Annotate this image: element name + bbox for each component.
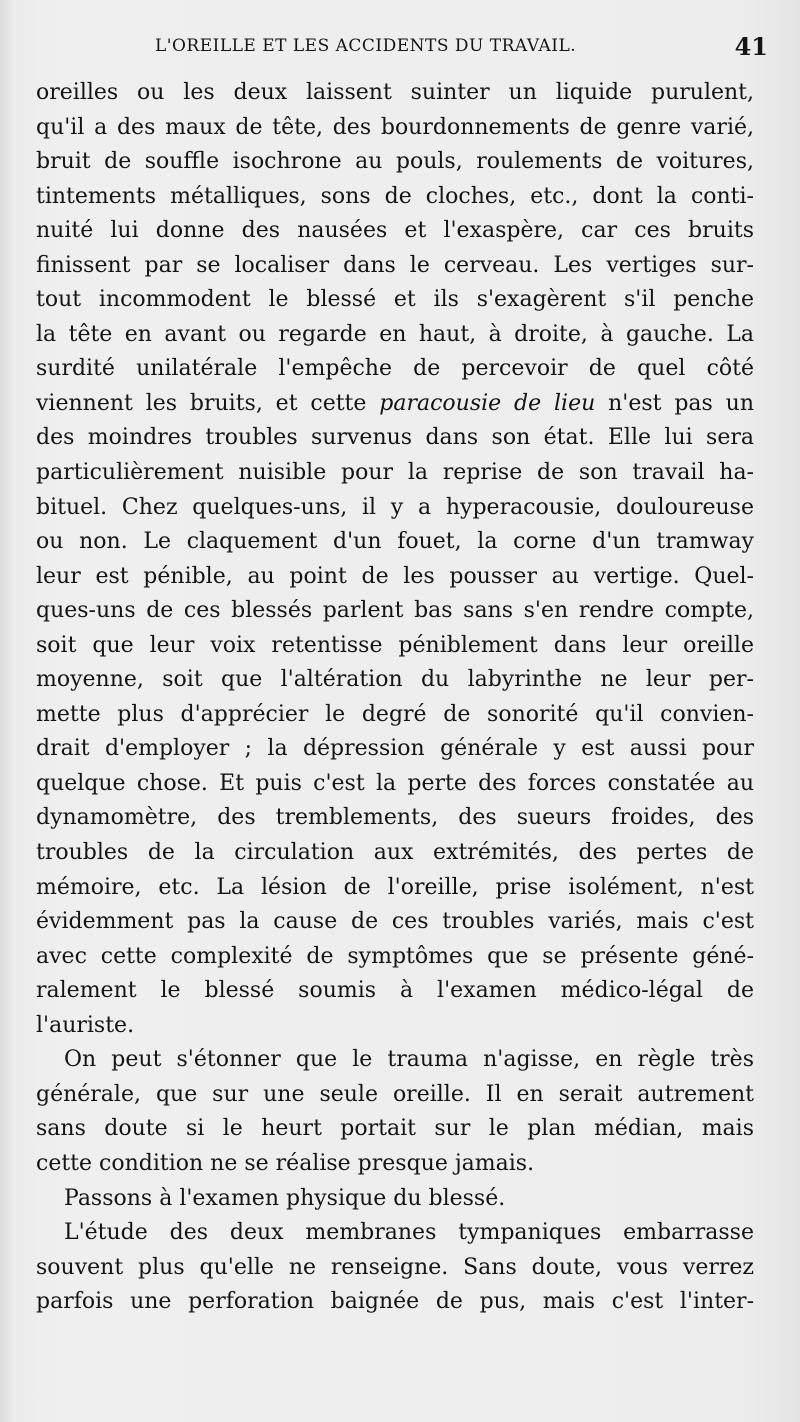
text-line: mémoire, etc. La lésion de l'oreille, prise isolément, n'est — [36, 874, 754, 900]
text-line: bituel. Chez quelques-uns, il y a hyperacousie, douloureuse — [36, 494, 754, 520]
text-line: ou non. Le claquement d'un fouet, la corne d'un tramway — [36, 529, 754, 555]
text-segment: n'est pas un — [595, 390, 755, 416]
text-line: Passons à l'examen physique du blessé. — [64, 1185, 506, 1211]
text-line: mette plus d'apprécier le degré de sonorité qu'il convien- — [36, 701, 754, 727]
paragraph-3 — [36, 1182, 754, 1217]
text-line: sans doute si le heurt portait sur le plan médian, mais — [36, 1116, 754, 1142]
text-line: ralement le blessé soumis à l'examen médico-légal de — [36, 978, 754, 1004]
text-line: cette condition ne se réalise presque jamais. — [36, 1150, 535, 1176]
text-line: finissent par se localiser dans le cerveau. Les vertiges sur- — [36, 252, 754, 278]
paragraph-4 — [36, 1216, 754, 1320]
text-line: On peut s'étonner que le trauma n'agisse, en règle très — [64, 1047, 754, 1073]
text-line: évidemment pas la cause de ces troubles variés, mais c'est — [36, 909, 754, 935]
text-segment: viennent les bruits, et cette — [36, 390, 380, 416]
text-line: quelque chose. Et puis c'est la perte des forces constatée au — [36, 770, 754, 796]
paragraph-1 — [36, 76, 754, 1043]
paragraph-2 — [36, 1043, 754, 1181]
text-line: la tête en avant ou regarde en haut, à droite, à gauche. La — [36, 321, 754, 347]
text-line: générale, que sur une seule oreille. Il en serait autrement — [36, 1081, 754, 1107]
running-title: L'OREILLE ET LES ACCIDENTS DU TRAVAIL. — [155, 36, 577, 56]
text-line: des moindres troubles survenus dans son état. Elle lui sera — [36, 425, 754, 451]
text-line: troubles de la circulation aux extrémités, des pertes de — [36, 840, 754, 866]
text-line: souvent plus qu'elle ne renseigne. Sans doute, vous verrez — [36, 1254, 754, 1280]
text-line: surdité unilatérale l'empêche de percevoir de quel côté — [36, 356, 754, 382]
text-line: particulièrement nuisible pour la reprise de son travail ha- — [36, 460, 754, 486]
text-line: nuité lui donne des nausées et l'exaspère, car ces bruits — [36, 218, 754, 244]
text-line: qu'il a des maux de tête, des bourdonnements de genre varié, — [36, 114, 754, 140]
text-line: tintements métalliques, sons de cloches, etc., dont la conti- — [36, 183, 754, 209]
running-head — [0, 30, 800, 70]
text-line: soit que leur voix retentisse péniblement dans leur oreille — [36, 632, 754, 658]
text-line: oreilles ou les deux laissent suinter un liquide purulent, — [36, 80, 754, 105]
text-line: bruit de souffle isochrone au pouls, roulements de voitures, — [36, 149, 754, 175]
text-line: dynamomètre, des tremblements, des sueurs froides, des — [36, 805, 754, 831]
text-line: tout incommodent le blessé et ils s'exagèrent s'il penche — [36, 287, 754, 313]
text-line: drait d'employer ; la dépression générale y est aussi pour — [36, 736, 754, 762]
text-line-with-italic — [36, 387, 754, 422]
text-line: l'auriste. — [36, 1012, 135, 1038]
italic-term: paracousie de lieu — [379, 390, 596, 416]
page-number: 41 — [734, 32, 768, 61]
text-line: avec cette complexité de symptômes que se présente géné- — [36, 943, 754, 969]
text-line: moyenne, soit que l'altération du labyrinthe ne leur per- — [36, 667, 754, 693]
body-text — [36, 76, 754, 1320]
text-line: ques-uns de ces blessés parlent bas sans s'en rendre compte, — [36, 598, 754, 624]
text-line: leur est pénible, au point de les pousser au vertige. Quel- — [36, 563, 754, 589]
text-line: parfois une perforation baignée de pus, mais c'est l'inter- — [36, 1289, 754, 1315]
text-line: L'étude des deux membranes tympaniques embarrasse — [64, 1220, 754, 1246]
